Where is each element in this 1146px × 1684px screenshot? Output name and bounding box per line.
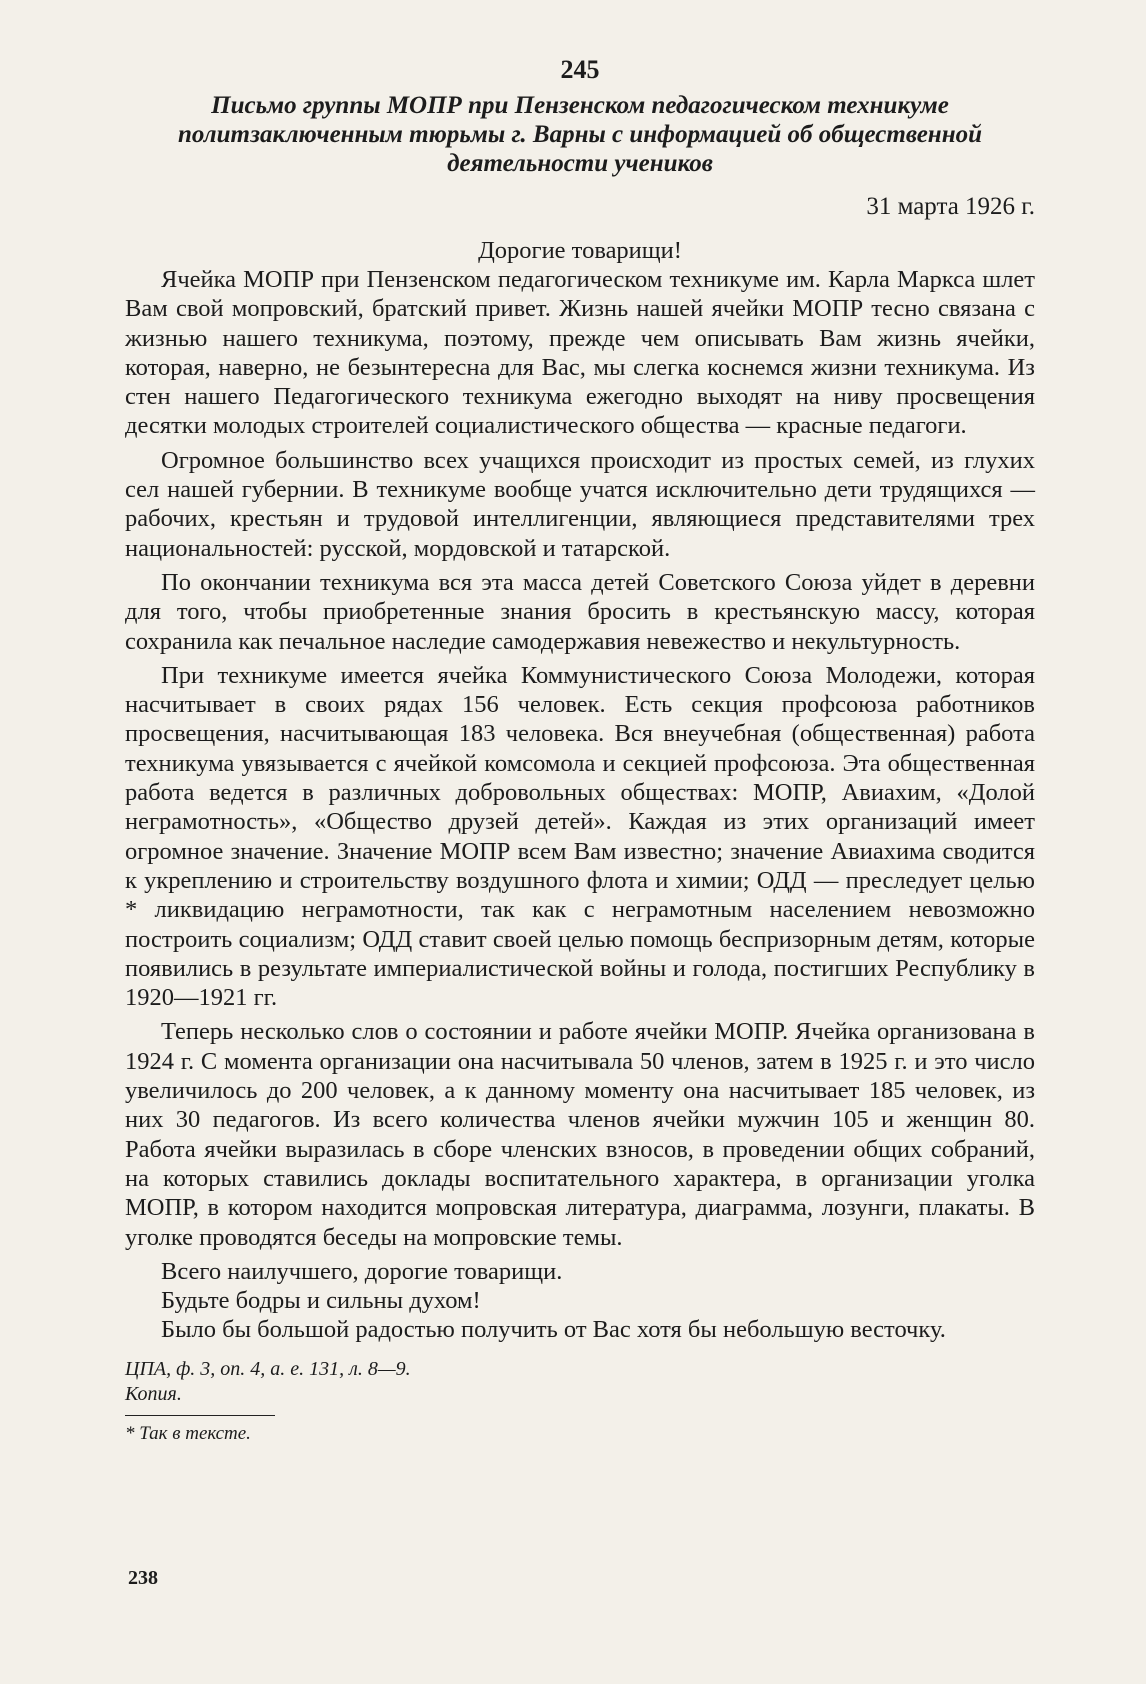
- footnote-divider: [125, 1415, 275, 1416]
- closing-line: Было бы большой радостью получить от Вас хотя бы небольшую весточку.: [161, 1316, 946, 1344]
- page-number: 238: [128, 1567, 158, 1589]
- letter-greeting: Дорогие товарищи!: [478, 237, 682, 264]
- body-paragraph: Теперь несколько слов о состоянии и работе ячейки МОПР. Ячейка организована в 1924 г. С момента организации она насчитывала 50 членов, затем в 1925 г. и это число увеличилось до 200 человек, а к данному моменту она насчитывает 185 человек, из них 30 педагогов. Из всего количества членов ячейки мужчин 105 и женщин 80. Работа ячейки выразилась в сборе членских взносов, в проведении общих собраний, на которых ставились доклады воспитательного характера, в организации уголка МОПР, в котором находится мопровская литература, диаграмма, лозунги, плакаты. В уголке проводятся беседы на мопровские темы.: [125, 1018, 1035, 1251]
- body-paragraph: По окончании техникума вся эта масса детей Советского Союза уйдет в деревни для того, чтобы приобретенные знания бросить в крестьянскую массу, которая сохранила как печальное наследие самодержавия невежество и некультурность.: [125, 568, 1035, 655]
- document-number: 245: [560, 55, 600, 84]
- document-date: 31 марта 1926 г.: [866, 193, 1035, 220]
- closing-line: Будьте бодры и сильны духом!: [161, 1287, 481, 1315]
- body-paragraph: Ячейка МОПР при Пензенском педагогическом техникуме им. Карла Маркса шлет Вам свой мопровский, братский привет. Жизнь нашей ячейки МОПР тесно связана с жизнью нашего техникума, поэтому, прежде чем описывать Вам жизнь ячейки, которая, наверно, не безынтересна для Вас, мы слегка коснемся жизни техникума. Из стен нашего Педагогического техникума ежегодно выходят на ниву просвещения десятки молодых строителей социалистического общества — красные педагоги.: [125, 266, 1035, 440]
- document-page: [125, 55, 1035, 1446]
- archive-source: [125, 1357, 1035, 1407]
- copy-note: Копия.: [125, 1382, 182, 1405]
- footnote: * Так в тексте.: [125, 1422, 251, 1444]
- archive-reference: ЦПА, ф. 3, оп. 4, а. е. 131, л. 8—9.: [125, 1357, 411, 1380]
- body-paragraph: Огромное большинство всех учащихся происходит из простых семей, из глухих сел нашей губернии. В техникуме вообще учатся исключительно дети трудящихся — рабочих, крестьян и трудовой интеллигенции, являющиеся представителями трех национальностей: русской, мордовской и татарской.: [125, 446, 1035, 562]
- document-title: Письмо группы МОПР при Пензенском педагогическом техникуме политзаключенным тюрьмы г. Варны с информацией об общественной деятельности учеников: [178, 92, 982, 177]
- body-paragraph: При техникуме имеется ячейка Коммунистического Союза Молодежи, которая насчитывает в своих рядах 156 человек. Есть секция профсоюза работников просвещения, насчитывающая 183 человека. Вся внеучебная (общественная) работа техникума увязывается с ячейкой комсомола и секцией профсоюза. Эта общественная работа ведется в различных добровольных обществах: МОПР, Авиахим, «Долой неграмотность», «Общество друзей детей». Каждая из этих организаций имеет огромное значение. Значение МОПР всем Вам известно; значение Авиахима сводится к укреплению и строительству воздушного флота и химии; ОДД — преследует целью * ликвидацию неграмотности, так как с неграмотным населением невозможно построить социализм; ОДД ставит своей целью помощь беспризорным детям, которые появились в результате империалистической войны и голода, постигших Республику в 1920—1921 гг.: [125, 661, 1035, 1012]
- closing-line: Всего наилучшего, дорогие товарищи.: [161, 1257, 563, 1285]
